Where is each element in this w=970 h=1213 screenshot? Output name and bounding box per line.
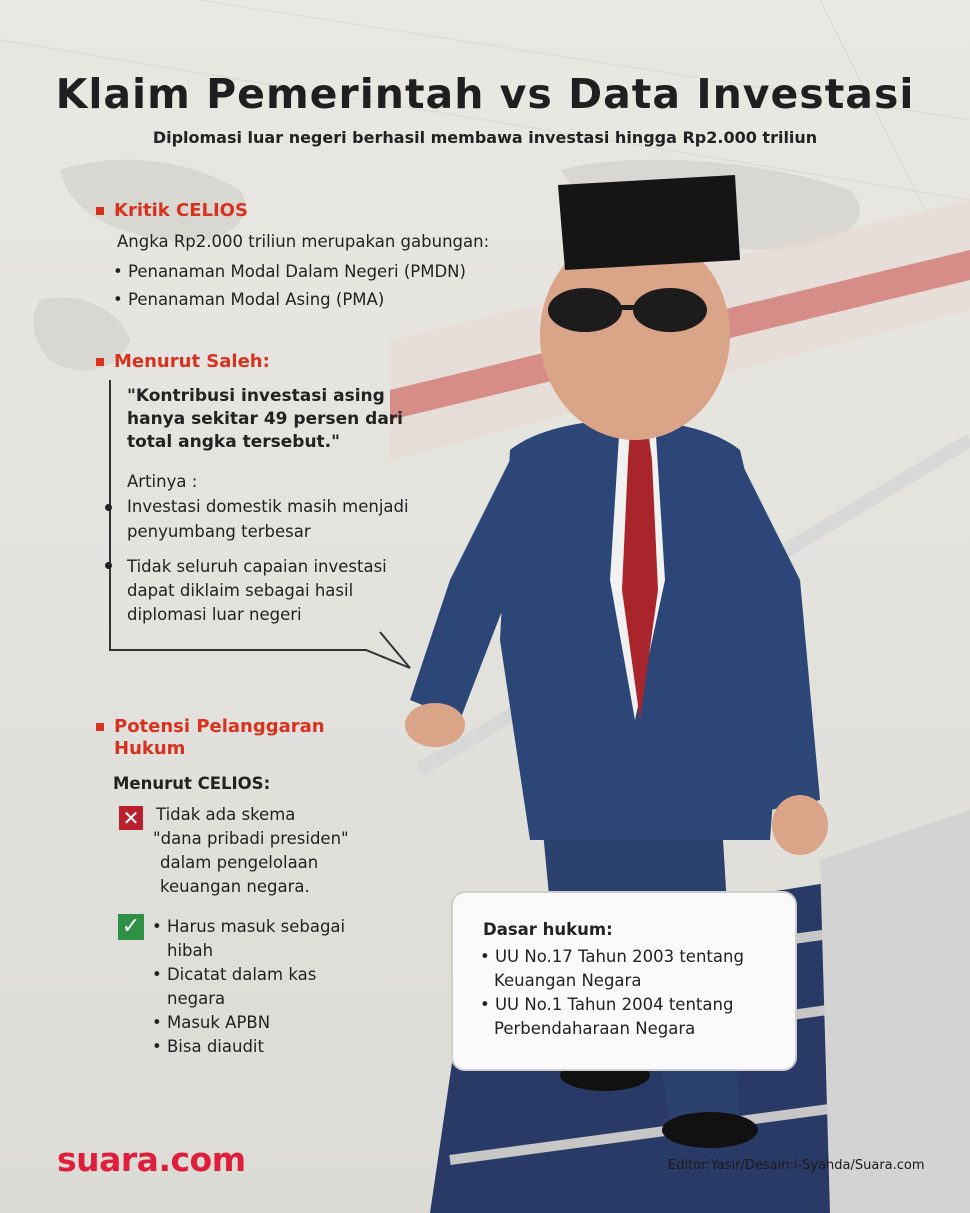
point-line: Investasi domestik masih menjadi	[127, 497, 409, 516]
kritik-intro: Angka Rp2.000 triliun merupakan gabungan:	[117, 232, 490, 251]
timeline-dot-icon	[105, 562, 112, 569]
legal-line: • UU No.17 Tahun 2003 tentang	[480, 947, 744, 966]
cross-mark-icon: ✕	[119, 806, 143, 830]
heading-kritik-label: Kritik CELIOS	[114, 200, 248, 221]
legal-line: • UU No.1 Tahun 2004 tentang	[480, 995, 734, 1014]
saleh-point-2	[127, 555, 387, 627]
legal-basis-list	[480, 945, 744, 1041]
kritik-item-pma: • Penanaman Modal Asing (PMA)	[113, 290, 385, 309]
point-line: penyumbang terbesar	[127, 522, 311, 541]
legal-basis-heading: Dasar hukum:	[483, 920, 613, 939]
heading-line: Hukum	[114, 738, 186, 759]
artinya-label: Artinya :	[127, 472, 198, 491]
menurut-celios-label: Menurut CELIOS:	[113, 774, 271, 793]
heading-potensi-pelanggaran	[96, 716, 325, 760]
statement-line: keuangan negara.	[160, 877, 310, 896]
page-title: Klaim Pemerintah vs Data Investasi	[55, 70, 915, 118]
point-line: dapat diklaim sebagai hasil	[127, 581, 354, 600]
bullet-square-icon	[96, 723, 104, 731]
heading-hukum-label	[114, 716, 325, 760]
bullet-square-icon	[96, 207, 104, 215]
quote-line: total angka tersebut."	[127, 432, 340, 452]
legal-line: Perbendaharaan Negara	[494, 1019, 696, 1038]
design-credit: Editor:Yasir/Desain:i-Syahda/Suara.com	[668, 1158, 925, 1173]
bullet-square-icon	[96, 358, 104, 366]
saleh-point-1	[127, 494, 409, 544]
requirement-line: hibah	[167, 941, 214, 960]
point-line: diplomasi luar negeri	[127, 605, 302, 624]
kritik-item-pmdn: • Penanaman Modal Dalam Negeri (PMDN)	[113, 262, 466, 281]
statement-line: dalam pengelolaan	[160, 853, 319, 872]
requirement-line: • Masuk APBN	[152, 1013, 271, 1032]
point-line: Tidak seluruh capaian investasi	[127, 557, 387, 576]
requirement-line: • Harus masuk sebagai	[152, 917, 346, 936]
quote-line: hanya sekitar 49 persen dari	[127, 409, 404, 429]
heading-saleh-label: Menurut Saleh:	[114, 351, 270, 372]
heading-menurut-saleh	[96, 351, 270, 372]
page-subtitle: Diplomasi luar negeri berhasil membawa investasi hingga Rp2.000 triliun	[152, 128, 818, 147]
heading-kritik-celios	[96, 200, 248, 221]
requirement-line: • Dicatat dalam kas	[152, 965, 317, 984]
requirement-line: • Bisa diaudit	[152, 1037, 264, 1056]
statement-line: Tidak ada skema	[156, 805, 296, 824]
quote-line: "Kontribusi investasi asing	[127, 386, 385, 406]
timeline-dot-icon	[105, 504, 112, 511]
requirement-line: negara	[167, 989, 226, 1008]
suara-logo: suara.com	[57, 1140, 246, 1179]
saleh-quote	[127, 385, 417, 454]
legal-line: Keuangan Negara	[494, 971, 642, 990]
positive-requirements	[152, 915, 345, 1059]
negative-statement	[153, 803, 349, 899]
statement-line: "dana pribadi presiden"	[153, 829, 349, 848]
check-mark-icon: ✓	[118, 914, 144, 940]
heading-line: Potensi Pelanggaran	[114, 716, 325, 737]
